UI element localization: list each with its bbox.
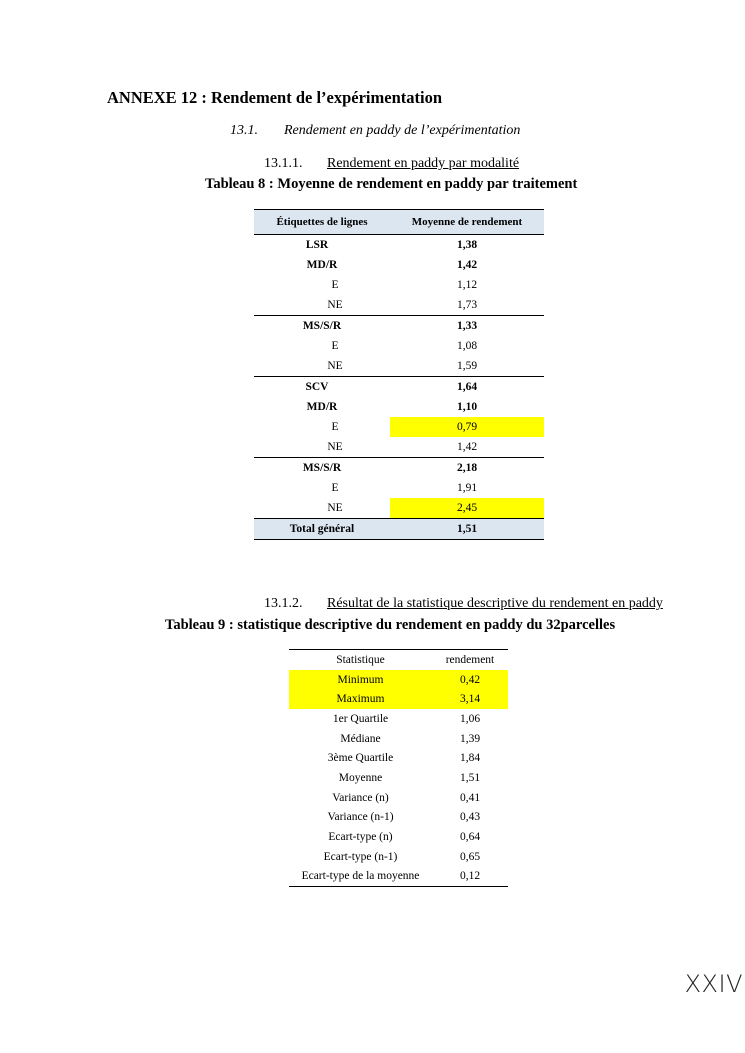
row-label: MS/S/R bbox=[302, 462, 342, 474]
table-row bbox=[289, 709, 508, 729]
table-header bbox=[289, 650, 508, 670]
row-label: Variance (n) bbox=[332, 791, 389, 804]
row-value: 1,84 bbox=[459, 752, 481, 765]
section-13-1-1-heading bbox=[264, 156, 519, 172]
table-row bbox=[254, 417, 544, 437]
header-mean-yield: Moyenne de rendement bbox=[411, 216, 523, 228]
row-value: 0,64 bbox=[459, 831, 481, 844]
row-label: E bbox=[331, 340, 339, 352]
table-row bbox=[289, 768, 508, 788]
header-statistic: Statistique bbox=[336, 653, 385, 666]
row-value: 0,12 bbox=[459, 870, 481, 883]
section-title: Rendement en paddy par modalité bbox=[327, 156, 520, 171]
row-value: 1,10 bbox=[456, 401, 478, 413]
row-value: 1,12 bbox=[456, 279, 478, 291]
table-row bbox=[254, 255, 544, 275]
row-label: LSR bbox=[305, 239, 329, 251]
row-label: Maximum bbox=[336, 693, 385, 706]
section-13-1-2-heading bbox=[264, 596, 663, 612]
header-row-labels: Étiquettes de lignes bbox=[276, 216, 368, 228]
table-row bbox=[254, 437, 544, 457]
table-row bbox=[289, 847, 508, 867]
row-value: 1,91 bbox=[456, 482, 478, 494]
row-label: 1er Quartile bbox=[332, 712, 389, 725]
row-value: 1,51 bbox=[459, 771, 481, 784]
table-row bbox=[289, 748, 508, 768]
table-header bbox=[254, 209, 544, 235]
table-row-highlighted bbox=[289, 670, 508, 690]
row-label: Moyenne bbox=[338, 771, 383, 784]
row-value: 1,42 bbox=[456, 441, 478, 453]
total-label: Total général bbox=[289, 523, 355, 535]
table-row bbox=[254, 356, 544, 376]
row-label: NE bbox=[327, 502, 343, 514]
row-label: NE bbox=[327, 299, 343, 311]
row-label: E bbox=[331, 482, 339, 494]
header-yield: rendement bbox=[445, 653, 495, 666]
row-value: 1,33 bbox=[456, 320, 478, 332]
table-row bbox=[289, 827, 508, 847]
row-label: Variance (n-1) bbox=[327, 811, 394, 824]
row-value: 1,73 bbox=[456, 299, 478, 311]
row-label: MS/S/R bbox=[302, 320, 342, 332]
row-label: E bbox=[331, 421, 339, 433]
row-value: 1,42 bbox=[456, 259, 478, 271]
row-label: NE bbox=[327, 441, 343, 453]
section-number: 13.1.2. bbox=[264, 596, 303, 611]
row-value: 0,43 bbox=[459, 811, 481, 824]
section-number: 13.1. bbox=[230, 123, 258, 138]
table-row bbox=[289, 788, 508, 808]
total-value: 1,51 bbox=[456, 523, 478, 535]
table-row bbox=[254, 275, 544, 295]
page-number: XXIV bbox=[684, 970, 743, 998]
row-value: 3,14 bbox=[459, 693, 481, 706]
table-8-caption: Tableau 8 : Moyenne de rendement en paddy par traitement bbox=[205, 176, 578, 192]
section-title: Résultat de la statistique descriptive du rendement en paddy bbox=[327, 596, 663, 611]
row-value: 0,41 bbox=[459, 791, 481, 804]
row-label: NE bbox=[327, 360, 343, 372]
row-label: Ecart-type (n) bbox=[328, 831, 393, 844]
row-label: MD/R bbox=[306, 259, 338, 271]
table-9-caption: Tableau 9 : statistique descriptive du rendement en paddy du 32parcelles bbox=[165, 617, 616, 633]
table-row bbox=[254, 478, 544, 498]
row-value: 1,38 bbox=[456, 239, 478, 251]
row-label: 3ème Quartile bbox=[327, 752, 394, 765]
row-value: 1,06 bbox=[459, 712, 481, 725]
row-label: Minimum bbox=[337, 673, 384, 686]
row-value: 2,18 bbox=[456, 462, 478, 474]
table-total-row bbox=[254, 518, 544, 540]
row-label: SCV bbox=[305, 381, 329, 393]
row-value: 1,59 bbox=[456, 360, 478, 372]
row-value-highlighted: 0,79 bbox=[390, 417, 544, 437]
row-value: 1,08 bbox=[456, 340, 478, 352]
row-label: MD/R bbox=[306, 401, 338, 413]
table-8 bbox=[254, 209, 544, 540]
row-value: 0,65 bbox=[459, 850, 481, 863]
row-value-highlighted: 2,45 bbox=[390, 498, 544, 518]
table-row bbox=[289, 808, 508, 828]
table-row bbox=[254, 457, 544, 478]
section-number: 13.1.1. bbox=[264, 156, 303, 171]
table-row bbox=[254, 315, 544, 336]
row-label: E bbox=[331, 279, 339, 291]
row-value: 1,39 bbox=[459, 732, 481, 745]
section-title: Rendement en paddy de l’expérimentation bbox=[284, 123, 521, 138]
table-row bbox=[254, 235, 544, 255]
row-value: 0,42 bbox=[459, 673, 481, 686]
table-9 bbox=[289, 649, 508, 887]
row-label: Ecart-type de la moyenne bbox=[301, 870, 420, 883]
row-label: Ecart-type (n-1) bbox=[323, 850, 398, 863]
table-row bbox=[254, 397, 544, 417]
table-row bbox=[254, 336, 544, 356]
table-row bbox=[254, 295, 544, 315]
annex-title: ANNEXE 12 : Rendement de l’expérimentation bbox=[107, 88, 443, 107]
row-label: Médiane bbox=[340, 732, 381, 745]
table-row bbox=[254, 376, 544, 397]
section-13-1-heading bbox=[230, 123, 520, 139]
table-row bbox=[254, 498, 544, 518]
row-value: 1,64 bbox=[456, 381, 478, 393]
table-row bbox=[289, 729, 508, 749]
table-row-highlighted bbox=[289, 689, 508, 709]
table-row bbox=[289, 867, 508, 887]
